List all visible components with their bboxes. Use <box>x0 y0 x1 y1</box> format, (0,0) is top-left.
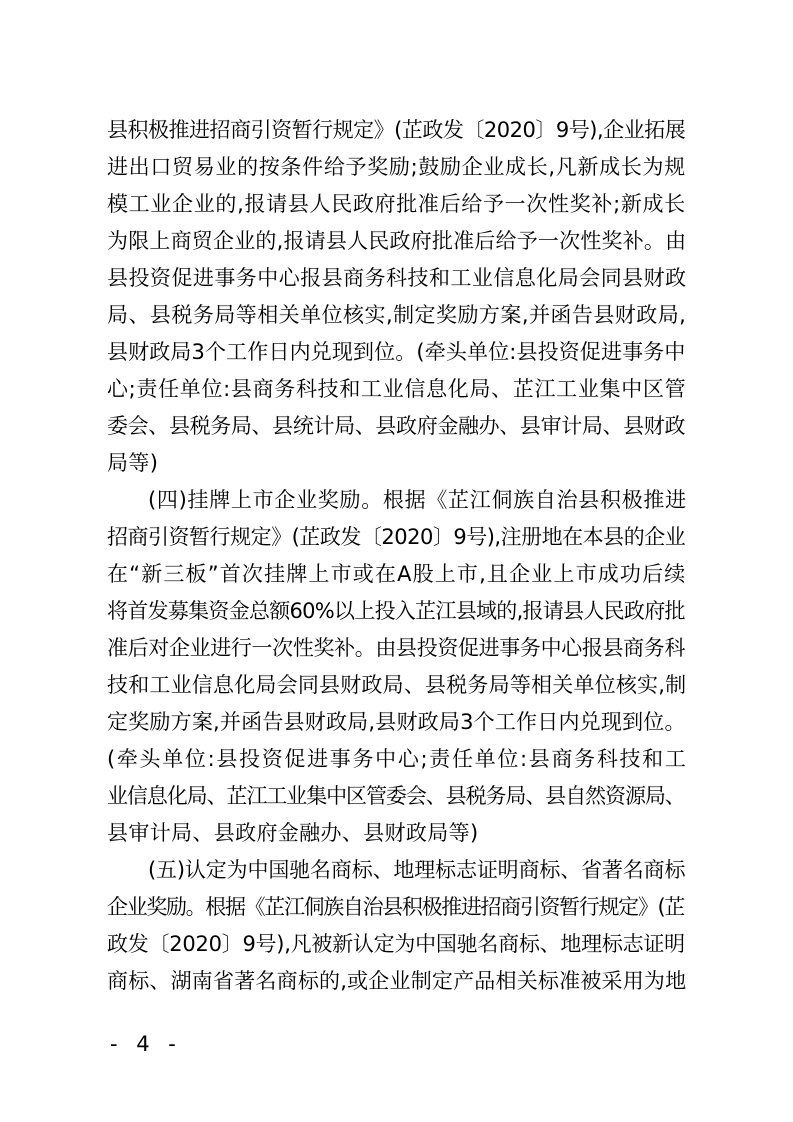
body-line-20: 县审计局、县政府金融办、县财政局等) <box>107 821 479 845</box>
body-line-8: 心;责任单位:县商务科技和工业信息化局、芷江工业集中区管 <box>107 377 687 401</box>
body-line-24: 商标、湖南省著名商标的,或企业制定产品相关标准被采用为地 <box>107 969 687 993</box>
body-line-3: 模工业企业的,报请县人民政府批准后给予一次性奖补;新成长 <box>107 192 686 216</box>
body-line-13: 在“新三板”首次挂牌上市或在A股上市,且企业上市成功后续 <box>107 562 687 586</box>
body-line-22: 企业奖励。根据《芷江侗族自治县积极推进招商引资暂行规定》(芷 <box>107 895 685 919</box>
body-line-19: 业信息化局、芷江工业集中区管委会、县税务局、县自然资源局、 <box>107 784 685 808</box>
body-line-23: 政发〔2020〕9号),凡被新认定为中国驰名商标、地理标志证明 <box>107 932 685 956</box>
body-line-15: 准后对企业进行一次性奖补。由县投资促进事务中心报县商务科 <box>107 636 686 660</box>
body-line-4: 为限上商贸企业的,报请县人民政府批准后给予一次性奖补。由 <box>107 229 687 253</box>
body-line-6: 局、县税务局等相关单位核实,制定奖励方案,并函告县财政局, <box>107 303 687 327</box>
body-line-14: 将首发募集资金总额60%以上投入芷江县域的,报请县人民政府批 <box>107 599 685 623</box>
body-line-16: 技和工业信息化局会同县财政局、县税务局等相关单位核实,制 <box>107 673 687 697</box>
body-line-12: 招商引资暂行规定》(芷政发〔2020〕9号),注册地在本县的企业 <box>107 525 686 549</box>
section-4-heading-line: (四)挂牌上市企业奖励。根据《芷江侗族自治县积极推进 <box>148 488 687 512</box>
body-line-9: 委会、县税务局、县统计局、县政府金融办、县审计局、县财政 <box>107 414 686 438</box>
body-line-17: 定奖励方案,并函告县财政局,县财政局3个工作日内兑现到位。 <box>107 710 686 734</box>
body-line-5: 县投资促进事务中心报县商务科技和工业信息化局会同县财政 <box>107 266 687 290</box>
body-line-7: 县财政局3个工作日内兑现到位。(牵头单位:县投资促进事务中 <box>107 340 686 364</box>
page-number: - 4 - <box>110 1032 182 1056</box>
body-line-1: 县积极推进招商引资暂行规定》(芷政发〔2020〕9号),企业拓展 <box>107 118 686 142</box>
body-line-10: 局等) <box>107 451 159 475</box>
section-5-heading-line: (五)认定为中国驰名商标、地理标志证明商标、省著名商标 <box>148 858 686 882</box>
body-line-2: 进出口贸易业的按条件给予奖励;鼓励企业成长,凡新成长为规 <box>107 155 686 179</box>
body-line-18: (牵头单位:县投资促进事务中心;责任单位:县商务科技和工 <box>107 747 688 771</box>
